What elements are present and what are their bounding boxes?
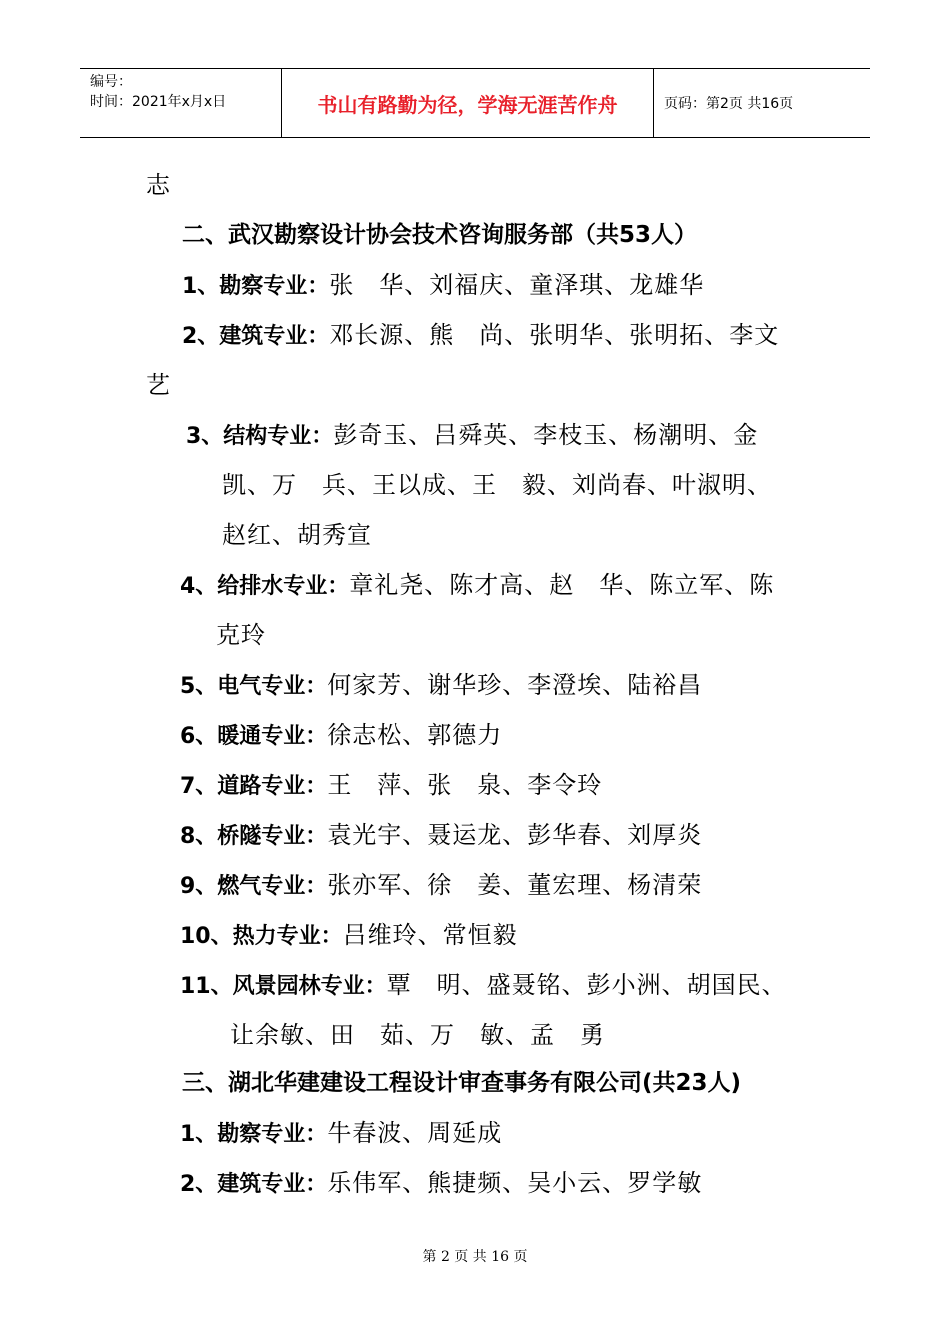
body-line: 7、道路专业：王 萍、张 泉、李令玲 (180, 771, 603, 799)
body-line: 3、结构专业：彭奇玉、吕舜英、李枝玉、杨潮明、金 (186, 421, 759, 449)
time-label: 时间：2021年x月x日 (90, 94, 227, 110)
header-meta (80, 69, 282, 137)
page-footer: 第 2 页 共 16 页 (422, 1249, 528, 1265)
body-line: 志 (146, 171, 171, 199)
header-page-info: 页码：第2页 共16页 (664, 96, 794, 112)
body-line: 艺 (146, 371, 171, 399)
body-line: 2、建筑专业：乐伟军、熊捷频、吴小云、罗学敏 (180, 1169, 703, 1197)
body-line: 6、暖通专业：徐志松、郭德力 (180, 721, 503, 749)
body-line: 8、桥隧专业：袁光宇、聂运龙、彭华春、刘厚炎 (180, 821, 703, 849)
body-line: 2、建筑专业：邓长源、熊 尚、张明华、张明拓、李文 (182, 321, 780, 349)
number-label: 编号： (90, 74, 132, 90)
section-heading: 三、湖北华建建设工程设计审查事务有限公司(共23人) (182, 1070, 742, 1096)
body-line: 10、热力专业：吕维玲、常恒毅 (180, 921, 518, 949)
body-line: 5、电气专业：何家芳、谢华珍、李澄埃、陆裕昌 (180, 671, 703, 699)
body-line: 克玲 (216, 621, 266, 649)
body-line: 赵红、胡秀宣 (222, 521, 372, 549)
body-line: 9、燃气专业：张亦军、徐 姜、董宏理、杨清荣 (180, 871, 703, 899)
body-line: 让余敏、田 茹、万 敏、孟 勇 (230, 1021, 605, 1049)
body-line: 1、勘察专业：牛春波、周延成 (180, 1119, 503, 1147)
section-heading: 二、武汉勘察设计协会技术咨询服务部（共53人） (182, 222, 698, 248)
page-header (80, 68, 870, 138)
body-line: 11、风景园林专业：覃 明、盛聂铭、彭小洲、胡国民、 (180, 971, 787, 999)
body-line: 1、勘察专业：张 华、刘福庆、童泽琪、龙雄华 (182, 271, 705, 299)
body-line: 4、给排水专业：章礼尧、陈才高、赵 华、陈立军、陈 (180, 571, 775, 599)
header-motto: 书山有路勤为径，学海无涯苦作舟 (282, 69, 654, 137)
body-line: 凯、万 兵、王以成、王 毅、刘尚春、叶淑明、 (222, 471, 772, 499)
